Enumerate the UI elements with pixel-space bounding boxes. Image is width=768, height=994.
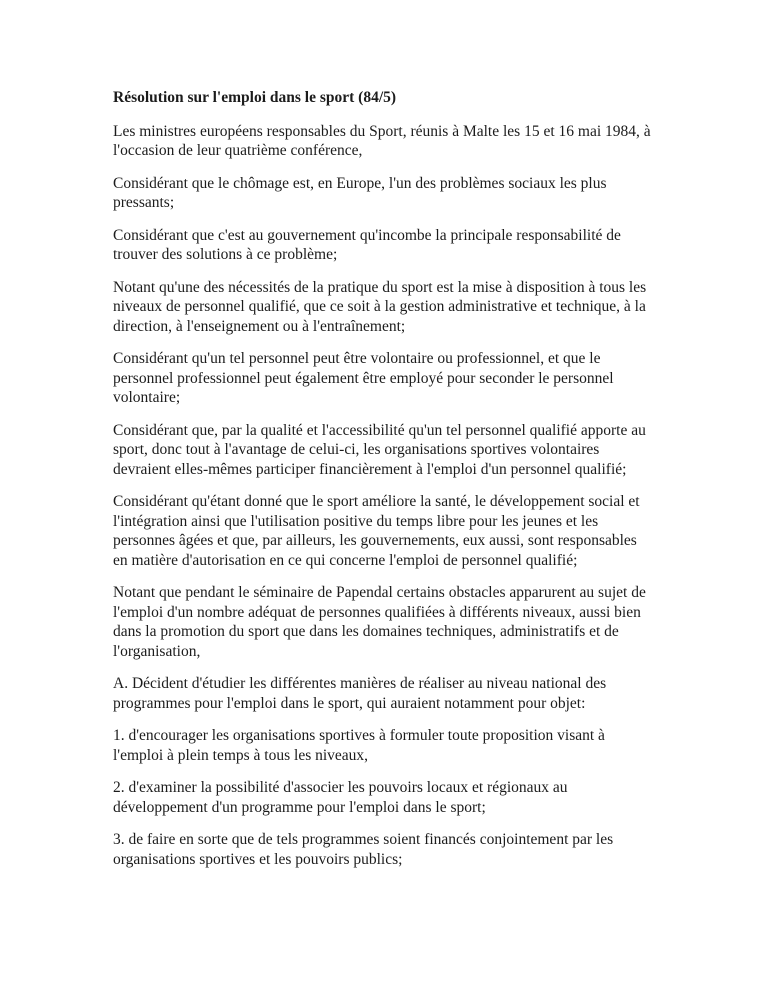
paragraph: 3. de faire en sorte que de tels programmes soient financés conjointement par les organisations sportives et les pouvoirs publics; — [113, 831, 614, 868]
paragraph: 1. d'encourager les organisations sportives à formuler toute proposition visant à l'emploi à plein temps à tous les niveaux, — [113, 727, 605, 764]
paragraph: 2. d'examiner la possibilité d'associer les pouvoirs locaux et régionaux au développement d'un programme pour l'emploi dans le sport; — [113, 779, 568, 816]
paragraph: Notant qu'une des nécessités de la pratique du sport est la mise à disposition à tous les niveaux de personnel qualifié, que ce soit à la gestion administrative et technique, à la direction, à l'enseignement ou à l'entraînement; — [113, 278, 647, 335]
paragraph: Les ministres européens responsables du Sport, réunis à Malte les 15 et 16 mai 1984, à l'occasion de leur quatrième conférence, — [113, 122, 651, 159]
paragraph: Notant que pendant le séminaire de Papendal certains obstacles apparurent au sujet de l'emploi d'un nombre adéquat de personnes qualifiées à différents niveaux, aussi bien dans la promotion du sport que dans les domaines techniques, administratifs et de l'organisation, — [113, 584, 646, 660]
paragraph: Considérant que, par la qualité et l'accessibilité qu'un tel personnel qualifié apporte au sport, donc tout à l'avantage de celui-ci, les organisations sportives volontaires devraient elles-mêmes participer financièrement à l'emploi d'un personnel qualifié; — [113, 421, 646, 478]
paragraph: Considérant qu'un tel personnel peut être volontaire ou professionnel, et que le personnel professionnel peut également être employé pour seconder le personnel volontaire; — [113, 350, 614, 406]
document-title: Résolution sur l'emploi dans le sport (84/5) — [113, 89, 397, 106]
paragraph: Considérant que c'est au gouvernement qu'incombe la principale responsabilité de trouver des solutions à ce problème; — [113, 226, 621, 263]
paragraph: Considérant qu'étant donné que le sport améliore la santé, le développement social et l'intégration ainsi que l'utilisation positive du temps libre pour les jeunes et les personnes âgées et que, par ailleurs, les gouvernements, eux aussi, sont responsables en matière d'autorisation en ce qui concerne l'emploi de personnel qualifié; — [113, 493, 640, 569]
document-body — [113, 122, 655, 870]
paragraph: Considérant que le chômage est, en Europe, l'un des problèmes sociaux les plus pressants; — [113, 174, 607, 211]
paragraph: A. Décident d'étudier les différentes manières de réaliser au niveau national des programmes pour l'emploi dans le sport, qui auraient notamment pour objet: — [113, 675, 607, 712]
